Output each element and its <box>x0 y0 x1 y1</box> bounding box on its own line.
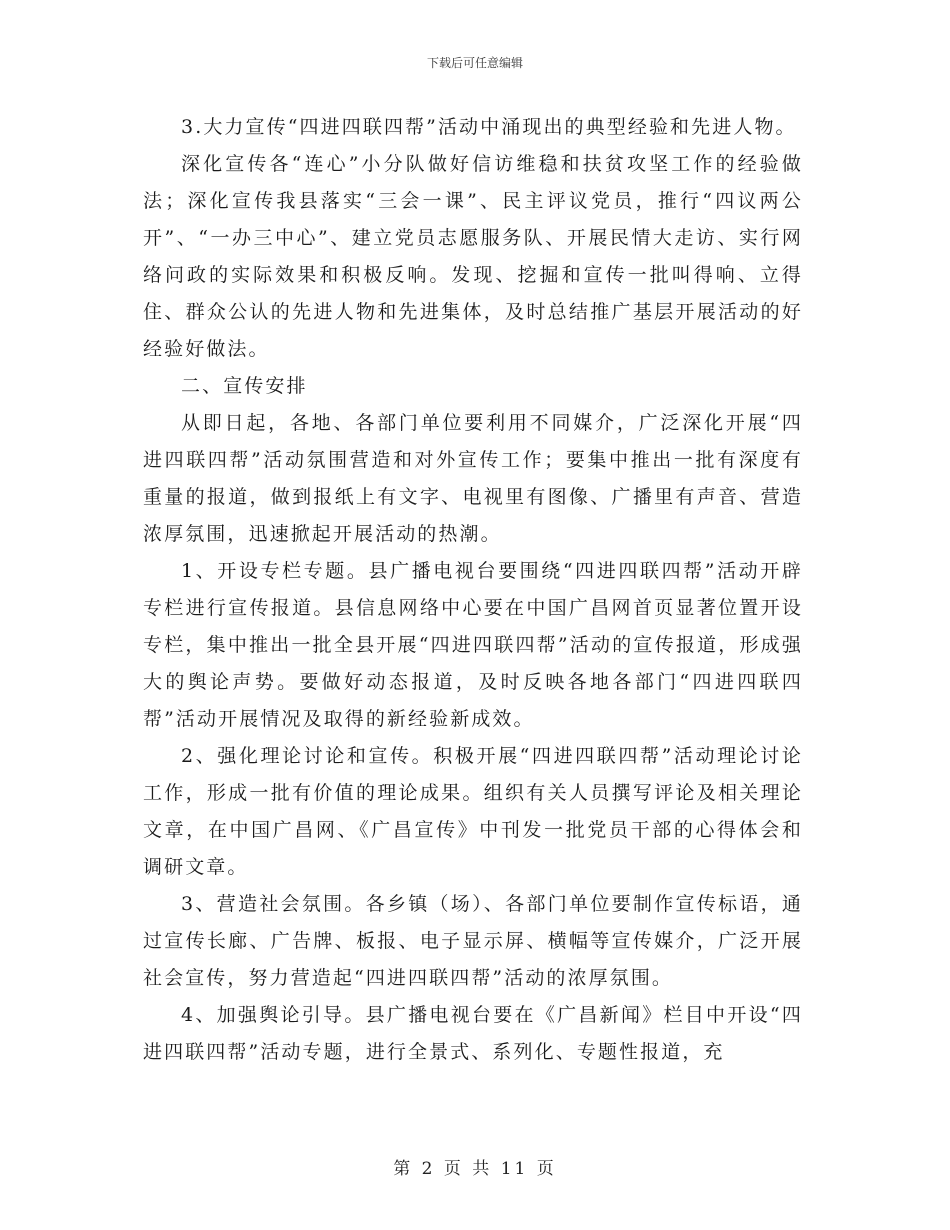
paragraph-item-4-guidance: 4、加强舆论引导。县广播电视台要在《广昌新闻》栏目中开设“四进四联四帮”活动专题，进行全景式、系列化、专题性报道，充 <box>143 1004 803 1063</box>
header-note: 下载后可任意编辑 <box>426 56 523 70</box>
page-number: 第 2 页 共 11 页 <box>393 1159 557 1179</box>
paragraph-publicize-models: 3.大力宣传“四进四联四帮”活动中涌现出的典型经验和先进人物。 <box>181 116 797 138</box>
document-body <box>143 109 803 1071</box>
paragraph-item-3-atmosphere: 3、营造社会氛围。各乡镇（场）、各部门单位要制作宣传标语，通过宣传长廊、广告牌、板报、电子显示屏、横幅等宣传媒介，广泛开展社会宣传，努力营造起“四进四联四帮”活动的浓厚氛围。 <box>143 893 803 989</box>
section-heading-arrangement: 二、宣传安排 <box>181 375 308 397</box>
paragraph-item-1-columns: 1、开设专栏专题。县广播电视台要围绕“四进四联四帮”活动开辟专栏进行宣传报道。县信息网络中心要在中国广昌网首页显著位置开设专栏，集中推出一批全县开展“四进四联四帮”活动的宣传报道，形成强大的舆论声势。要做好动态报道，及时反映各地各部门“四进四联四帮”活动开展情况及取得的新经验新成效。 <box>143 560 803 730</box>
paragraph-from-today: 从即日起，各地、各部门单位要利用不同媒介，广泛深化开展“四进四联四帮”活动氛围营造和对外宣传工作；要集中推出一批有深度有重量的报道，做到报纸上有文字、电视里有图像、广播里有声音、营造浓厚氛围，迅速掀起开展活动的热潮。 <box>143 412 803 545</box>
paragraph-deepen-publicity: 深化宣传各“连心”小分队做好信访维稳和扶贫攻坚工作的经验做法；深化宣传我县落实“三会一课”、民主评议党员，推行“四议两公开”、“一办三中心”、建立党员志愿服务队、开展民情大走访、实行网络问政的实际效果和积极反响。发现、挖掘和宣传一批叫得响、立得住、群众公认的先进人物和先进集体，及时总结推广基层开展活动的好经验好做法。 <box>143 153 803 360</box>
paragraph-item-2-theory: 2、强化理论讨论和宣传。积极开展“四进四联四帮”活动理论讨论工作，形成一批有价值的理论成果。组织有关人员撰写评论及相关理论文章，在中国广昌网、《广昌宣传》中刊发一批党员干部的心得体会和调研文章。 <box>143 745 803 878</box>
